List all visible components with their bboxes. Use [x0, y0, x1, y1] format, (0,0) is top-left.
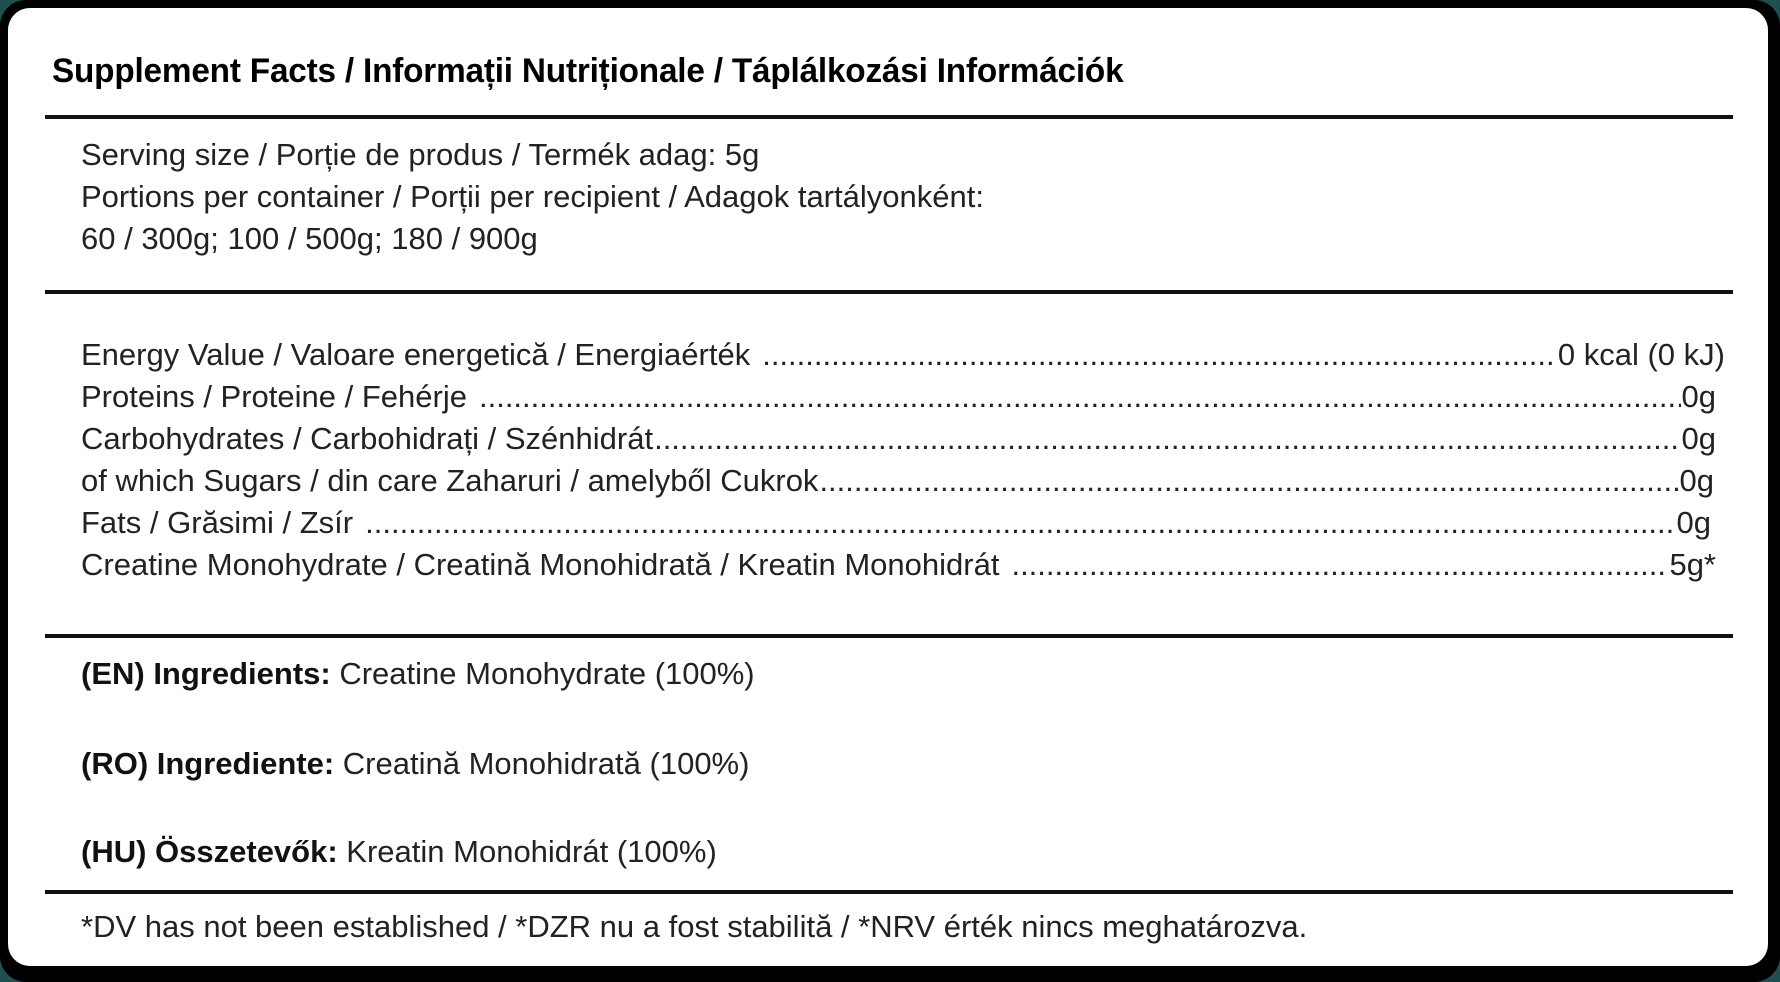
dot-leader [762, 334, 1557, 376]
ingredients-ro [81, 743, 749, 785]
nutrient-label: Proteins / Proteine / Fehérje [81, 379, 467, 414]
ingredients-hu [81, 831, 717, 873]
nutrition-row-creatine [81, 544, 1716, 586]
divider-title [45, 115, 1733, 119]
nutrition-row-carbohydrates [81, 418, 1716, 460]
dot-leader [479, 376, 1681, 418]
nutrient-value: 5g* [1669, 547, 1716, 582]
nutrient-value: 0g [1679, 463, 1714, 498]
divider-nutrition [45, 634, 1733, 638]
divider-serving [45, 290, 1733, 294]
ingredients-prefix: (HU) Összetevők: [81, 834, 338, 869]
ingredients-en [81, 653, 755, 695]
nutrition-row-proteins [81, 376, 1716, 418]
dot-leader [654, 418, 1680, 460]
nutrient-value: 0g [1681, 379, 1716, 414]
nutrient-label: of which Sugars / din care Zaharuri / amelyből Cukrok [81, 463, 819, 498]
nutrition-row-sugars [81, 460, 1714, 502]
portions-values: 60 / 300g; 100 / 500g; 180 / 900g [81, 221, 538, 256]
dot-leader [1011, 544, 1668, 586]
ingredients-text: Creatine Monohydrate (100%) [330, 656, 755, 691]
nutrient-value: 0g [1681, 421, 1716, 456]
ingredients-prefix: (RO) Ingrediente: [81, 746, 335, 781]
nutrition-row-energy [81, 334, 1725, 376]
nutrient-label: Creatine Monohydrate / Creatină Monohidrată / Kreatin Monohidrát [81, 547, 1000, 582]
nutrient-label: Energy Value / Valoare energetică / Energiaérték [81, 337, 751, 372]
page-title: Supplement Facts / Informații Nutriționale / Táplálkozási Információk [52, 52, 1124, 90]
serving-size: Serving size / Porție de produs / Termék adag: 5g [81, 137, 760, 172]
nutrient-label: Carbohydrates / Carbohidrați / Szénhidrát [81, 421, 654, 456]
nutrient-value: 0g [1676, 505, 1711, 540]
ingredients-text: Kreatin Monohidrát (100%) [337, 834, 717, 869]
ingredients-prefix: (EN) Ingredients: [81, 656, 331, 691]
nutrient-value: 0 kcal (0 kJ) [1557, 337, 1725, 372]
portions-label: Portions per container / Porții per recipient / Adagok tartályonként: [81, 179, 984, 214]
dot-leader [365, 502, 1675, 544]
footnote: *DV has not been established / *DZR nu a fost stabilită / *NRV érték nincs meghatározva. [81, 909, 1308, 944]
dot-leader [819, 460, 1678, 502]
ingredients-text: Creatină Monohidrată (100%) [334, 746, 750, 781]
nutrient-label: Fats / Grăsimi / Zsír [81, 505, 354, 540]
nutrition-row-fats [81, 502, 1711, 544]
divider-ingredients [45, 890, 1733, 894]
